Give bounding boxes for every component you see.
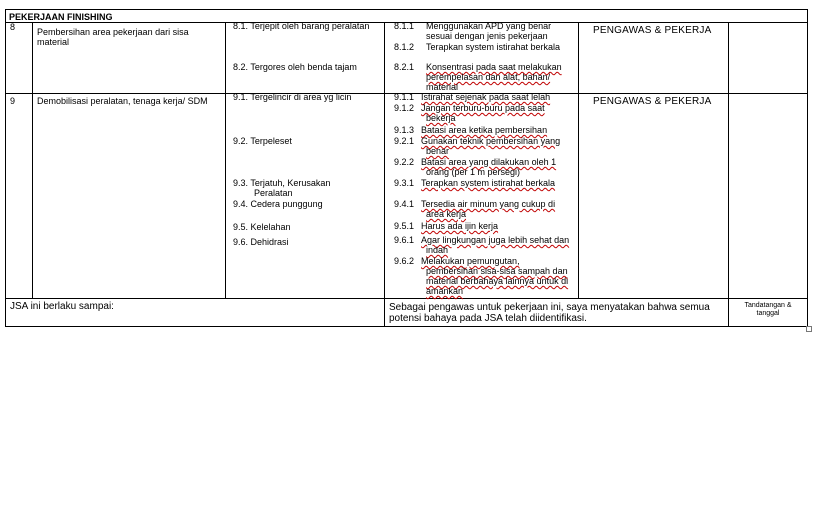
supervisor-statement-line-2: potensi bahaya pada JSA telah diidentifikasi. [389, 313, 587, 324]
row-8-hazard-1: 8.1. Terjepit oleh barang peralatan [233, 21, 370, 31]
control-9-6-1-line-1: Agar lingkungan juga lebih sehat dan [421, 235, 570, 245]
control-8-2-1-line-2: perempelasan dan alat, bahan/ [426, 72, 551, 82]
control-9-1-1-number: 9.1.1 [394, 92, 415, 102]
control-9-3-1-line-1: Terapkan system istirahat berkala [421, 178, 556, 188]
signature-label-line-2: tanggal [756, 310, 780, 317]
control-9-1-2-number: 9.1.2 [394, 103, 415, 113]
control-9-1-3-number: 9.1.3 [394, 125, 415, 135]
control-9-2-1-line-1: Gunakan teknik pembersihan yang [421, 136, 561, 146]
control-9-6-2-line-1: Melakukan pemungutan, [421, 256, 520, 266]
control-9-6-2-number: 9.6.2 [394, 256, 415, 266]
signature-label-line-1: Tandatangan & [744, 302, 792, 309]
control-8-1-1-line-1: Menggunakan APD yang benar [426, 21, 552, 31]
row-9-hazard-4: 9.4. Cedera punggung [233, 199, 323, 209]
table-resize-handle[interactable] [806, 326, 812, 332]
row-9-hazard-2: 9.2. Terpeleset [233, 136, 292, 146]
control-8-2-1-line-1: Konsentrasi pada saat melakukan [426, 62, 562, 72]
row-9-bottom-border [5, 298, 808, 299]
col-divider-responsible [728, 22, 729, 327]
control-9-2-2-line-2: orang (per 1 m persegi) [426, 167, 521, 177]
col-divider-no [32, 22, 33, 299]
row-9-activity: Demobilisasi peralatan, tenaga kerja/ SDM [37, 96, 208, 106]
control-9-1-2-line-2: bekerja [426, 113, 456, 123]
control-9-1-1-line-1: Istirahat sejenak pada saat lelah [421, 92, 551, 102]
row-8-activity-line-2: material [37, 37, 70, 47]
control-9-1-3-line-1: Batasi area ketika pembersihan [421, 125, 548, 135]
row-9-hazard-3-cont: Peralatan [254, 188, 293, 198]
control-9-4-1-number: 9.4.1 [394, 199, 415, 209]
control-9-6-2-line-2: pembersihan sisa-sisa sampah dan [426, 266, 568, 276]
validity-label: JSA ini berlaku sampai: [10, 301, 114, 312]
row-9-hazard-1: 9.1. Tergelincir di area yg licin [233, 92, 352, 102]
control-9-6-1-number: 9.6.1 [394, 235, 415, 245]
row-9-responsible: PENGAWAS & PEKERJA [593, 96, 712, 107]
row-9-hazard-3: 9.3. Terjatuh, Kerusakan [233, 178, 331, 188]
control-9-4-1-line-1: Tersedia air minum yang cukup di [421, 199, 556, 209]
control-9-5-1-line-1: Harus ada ijin kerja [421, 221, 499, 231]
col-divider-hazard [384, 22, 385, 327]
control-9-2-2-line-1: Batasi area yang dilakukan oleh 1 [421, 157, 557, 167]
control-9-6-2-line-4: amankan [426, 286, 464, 296]
table-top-border [5, 9, 808, 10]
col-divider-control [578, 22, 579, 299]
control-9-3-1-number: 9.3.1 [394, 178, 415, 188]
control-9-2-1-line-2: benar [426, 146, 450, 156]
section-title: PEKERJAAN FINISHING [9, 12, 113, 22]
control-8-1-2-number: 8.1.2 [394, 42, 415, 52]
table-bottom-border [5, 326, 808, 327]
row-9-number: 9 [10, 96, 16, 106]
row-8-hazard-2: 8.2. Tergores oleh benda tajam [233, 62, 357, 72]
control-8-1-1-line-2: sesuai dengan jenis pekerjaan [426, 31, 548, 41]
control-9-6-2-line-3: material berbahaya lainnya untuk di [426, 276, 569, 286]
control-9-6-1-line-2: indah [426, 245, 449, 255]
table-left-border [5, 9, 6, 327]
control-8-1-1-number: 8.1.1 [394, 21, 415, 31]
row-9-hazard-6: 9.6. Dehidrasi [233, 237, 289, 247]
row-8-activity-line-1: Pembersihan area pekerjaan dari sisa [37, 27, 189, 37]
control-8-1-2-line-1: Terapkan system istirahat berkala [426, 42, 561, 52]
control-9-2-1-number: 9.2.1 [394, 136, 415, 146]
control-9-5-1-number: 9.5.1 [394, 221, 415, 231]
row-8-number: 8 [10, 22, 16, 32]
control-9-2-2-number: 9.2.2 [394, 157, 415, 167]
col-divider-activity [225, 22, 226, 299]
row-8-responsible: PENGAWAS & PEKERJA [593, 25, 712, 36]
control-9-4-1-line-2: area kerja [426, 209, 467, 219]
control-8-2-1-line-3: material [426, 82, 459, 92]
control-9-1-2-line-1: Jangan terburu-buru pada saat [421, 103, 545, 113]
table-right-border [807, 9, 808, 327]
supervisor-statement-line-1: Sebagai pengawas untuk pekerjaan ini, saya menyatakan bahwa semua [389, 302, 710, 313]
control-8-2-1-number: 8.2.1 [394, 62, 415, 72]
row-9-hazard-5: 9.5. Kelelahan [233, 222, 291, 232]
